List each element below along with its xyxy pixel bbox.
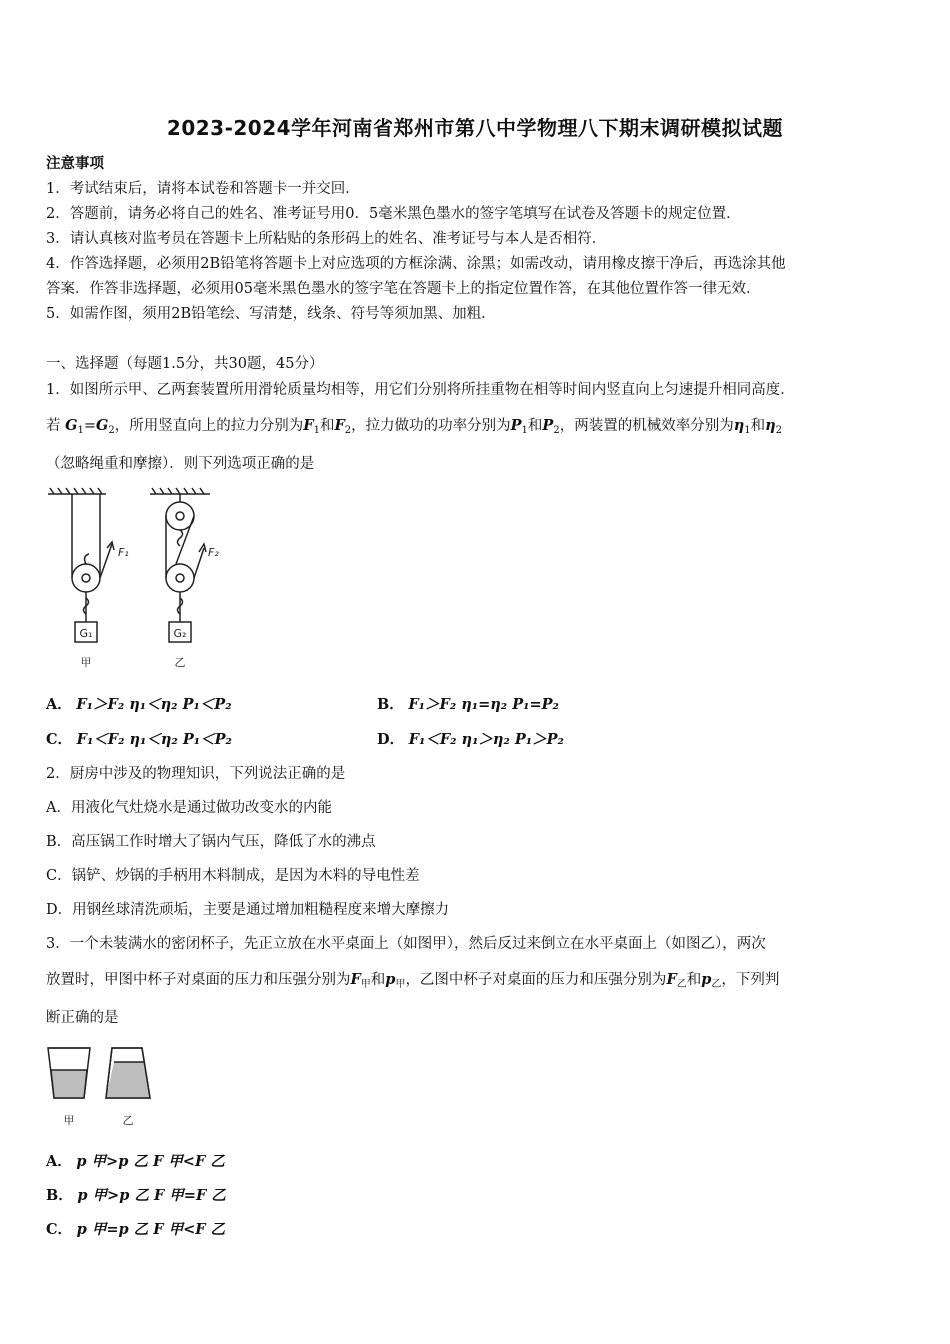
notice-item: 1．考试结束后，请将本试卷和答题卡一并交回． xyxy=(46,181,360,197)
cups-figure xyxy=(46,1044,166,1130)
q2-option-b: B．高压锅工作时增大了锅内气压，降低了水的沸点 xyxy=(46,834,376,850)
figure-label-jia: 甲 xyxy=(80,656,92,669)
notice-item: 3．请认真核对监考员在答题卡上所粘贴的条形码上的姓名、准考证号与本人是否相符． xyxy=(46,231,607,247)
notice-item: 2．答题前，请务必将自己的姓名、准考证号用0．5毫米黑色墨水的签字笔填写在试卷及答题卡的规定位置． xyxy=(46,206,741,222)
force-label-f2: F₂ xyxy=(208,546,219,559)
q3-option-b: B． p 甲>p 乙 F 甲=F 乙 xyxy=(46,1187,226,1204)
q1-stem-line2: 若 $G_1=G_2$，所用竖直向上的拉力分别为$F_1$和$F_2$，拉力做功的功率分别为$P_1$和$P_2$，两装置的机械效率分别为$\eta_1$和$\eta_2$ xyxy=(46,417,783,436)
cup-label-yi: 乙 xyxy=(122,1114,134,1127)
weight-label-g1: G₁ xyxy=(79,627,93,640)
q2-stem: 2．厨房中涉及的物理知识，下列说法正确的是 xyxy=(46,766,346,782)
q1-stem-line1: 1．如图所示甲、乙两套装置所用滑轮质量均相等，用它们分别将所挂重物在相等时间内竖直向上匀速提升相同高度． xyxy=(46,382,795,398)
section-heading: 一、选择题（每题1.5分，共30题，45分） xyxy=(46,356,324,372)
q3-stem-line1: 3．一个未装满水的密闭杯子，先正立放在水平桌面上（如图甲），然后反过来倒立在水平桌面上（如图乙），两次 xyxy=(46,936,766,952)
cup-label-jia: 甲 xyxy=(63,1114,75,1127)
notice-item: 4．作答选择题，必须用2B铅笔将答题卡上对应选项的方框涂满、涂黑；如需改动，请用橡皮擦干净后，再选涂其他 xyxy=(46,256,786,272)
q1-option-a: A． F₁＞F₂ η₁＜η₂ P₁＜P₂ xyxy=(46,696,232,713)
figure-label-yi: 乙 xyxy=(174,656,186,669)
q3-stem-line2: 放置时，甲图中杯子对桌面的压力和压强分别为$F_甲$和$p_甲$，乙图中杯子对桌面的压力和压强分别为$F_乙$和$p_乙$，下列判 xyxy=(46,971,780,990)
q1-option-d: D． F₁＜F₂ η₁＞η₂ P₁＞P₂ xyxy=(377,731,564,748)
page-title: 2023-2024学年河南省郑州市第八中学物理八下期末调研模拟试题 xyxy=(166,116,784,140)
q1-stem-line3: （忽略绳重和摩擦）．则下列选项正确的是 xyxy=(46,456,315,472)
q3-option-c: C． p 甲=p 乙 F 甲<F 乙 xyxy=(46,1221,226,1238)
notice-heading: 注意事项 xyxy=(46,155,104,172)
q2-option-a: A．用液化气灶烧水是通过做功改变水的内能 xyxy=(46,800,332,816)
q2-option-c: C．锅铲、炒锅的手柄用木料制成，是因为木料的导电性差 xyxy=(46,868,420,884)
force-label-f1: F₁ xyxy=(118,546,129,559)
q1-option-c: C． F₁＜F₂ η₁＜η₂ P₁＜P₂ xyxy=(46,731,232,748)
q3-stem-line3: 断正确的是 xyxy=(46,1010,119,1026)
q3-option-a: A． p 甲>p 乙 F 甲<F 乙 xyxy=(46,1153,225,1170)
q1-option-b: B． F₁＞F₂ η₁=η₂ P₁=P₂ xyxy=(377,696,559,713)
notice-item: 5．如需作图，须用2B铅笔绘、写清楚，线条、符号等须加黑、加粗． xyxy=(46,306,496,322)
pulley-figure xyxy=(44,486,244,676)
q2-option-d: D．用钢丝球清洗顽垢，主要是通过增加粗糙程度来增大摩擦力 xyxy=(46,902,450,918)
weight-label-g2: G₂ xyxy=(173,627,187,640)
notice-item: 答案．作答非选择题，必须用05毫米黑色墨水的签字笔在答题卡上的指定位置作答，在其他位置作答一律无效． xyxy=(46,281,761,297)
